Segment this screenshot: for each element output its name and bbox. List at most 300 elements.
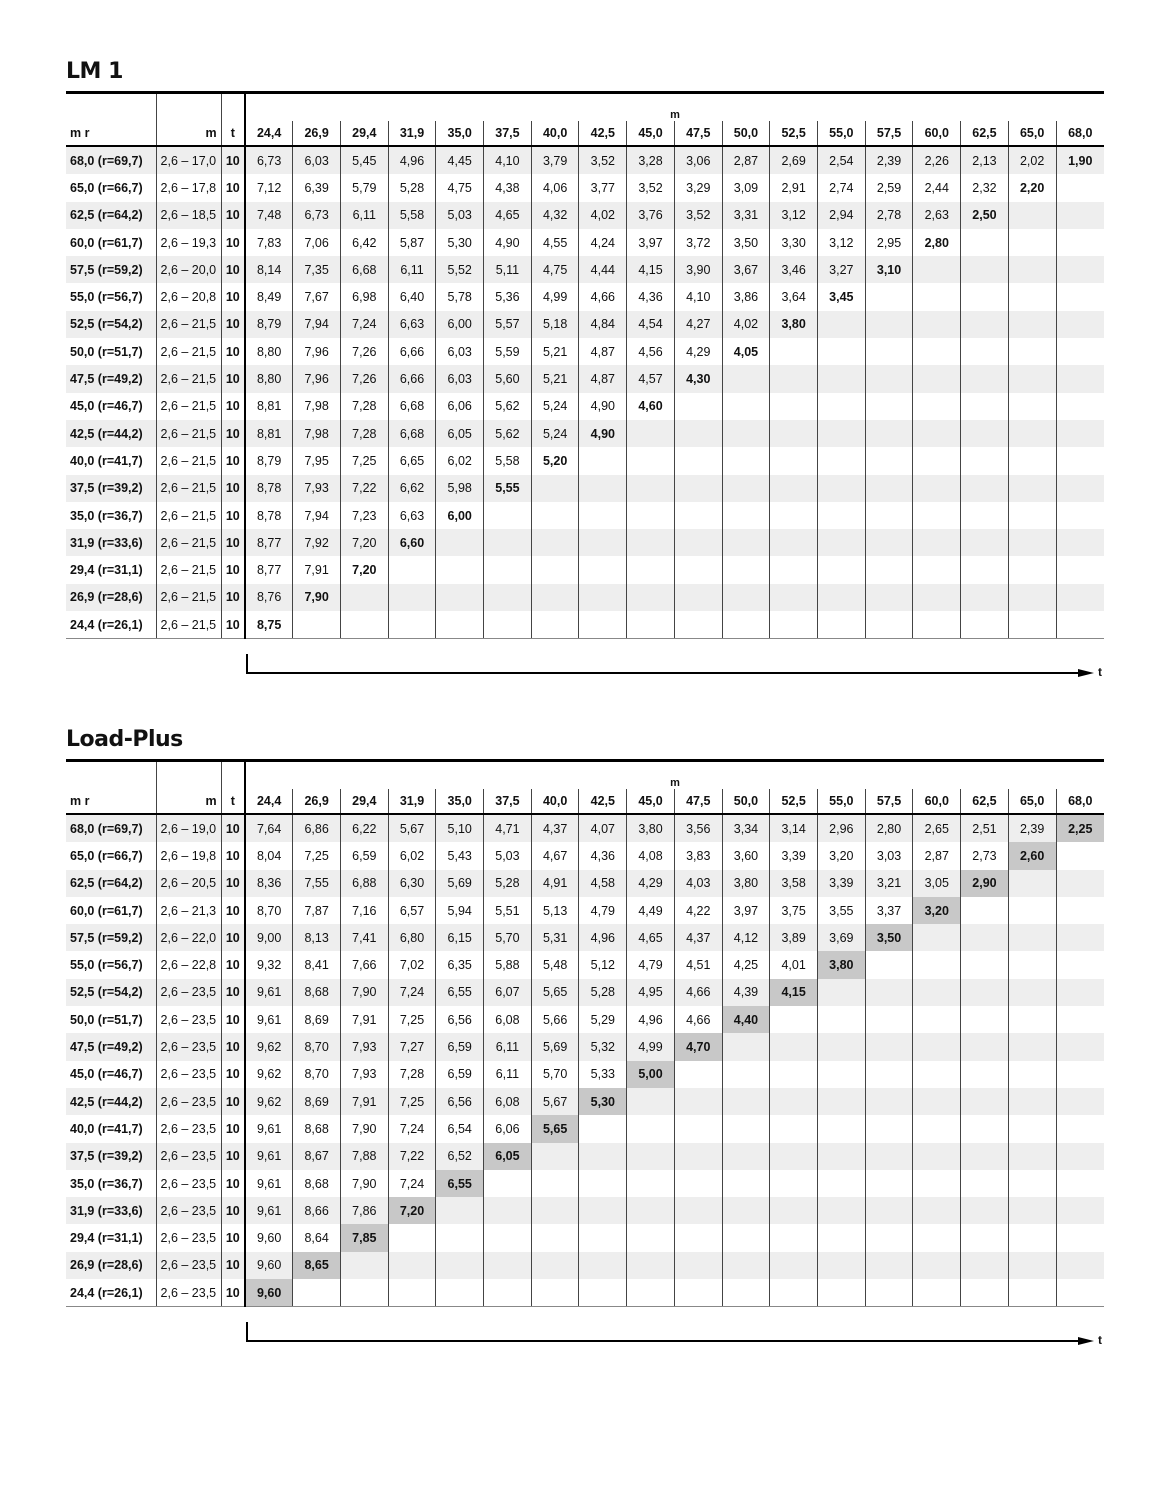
radius-range: 2,6 – 23,5 (156, 1279, 221, 1307)
empty-cell (865, 475, 913, 502)
load-cell: 5,94 (436, 897, 484, 924)
load-cell: 5,21 (531, 365, 579, 392)
empty-cell (579, 475, 627, 502)
empty-cell (818, 1252, 866, 1279)
empty-cell (961, 951, 1009, 978)
ton-value: 10 (221, 814, 245, 842)
empty-cell (865, 447, 913, 474)
load-cell: 5,79 (340, 174, 388, 201)
load-cell: 8,77 (245, 529, 293, 556)
load-cell: 7,25 (388, 1088, 436, 1115)
load-cell: 5,10 (436, 814, 484, 842)
load-cell: 8,67 (293, 1143, 341, 1170)
empty-cell (293, 611, 341, 639)
load-cell: 5,62 (484, 393, 532, 420)
load-cell: 4,27 (674, 311, 722, 338)
empty-cell (1056, 229, 1104, 256)
radius-range: 2,6 – 19,0 (156, 814, 221, 842)
load-cell: 5,62 (484, 420, 532, 447)
load-cell: 9,61 (245, 1170, 293, 1197)
empty-cell (1056, 338, 1104, 365)
load-cell: 7,25 (293, 842, 341, 869)
empty-cell (579, 502, 627, 529)
load-cell: 7,35 (293, 256, 341, 283)
empty-cell (770, 1252, 818, 1279)
empty-cell (1056, 584, 1104, 611)
radius-range: 2,6 – 17,8 (156, 174, 221, 201)
empty-cell (1056, 420, 1104, 447)
empty-cell (770, 338, 818, 365)
boom-length: 50,0 (r=51,7) (70, 1012, 143, 1027)
empty-cell (627, 1143, 675, 1170)
boom-length: 42,5 (r=44,2) (66, 1088, 156, 1115)
empty-cell (436, 1197, 484, 1224)
load-cell: 5,24 (531, 420, 579, 447)
empty-cell (1008, 1197, 1056, 1224)
column-header: 26,9 (293, 121, 341, 146)
empty-cell (961, 979, 1009, 1006)
column-header: 47,5 (674, 121, 722, 146)
empty-cell (818, 1115, 866, 1142)
empty-cell (1008, 311, 1056, 338)
empty-cell (961, 1006, 1009, 1033)
load-cell: 5,78 (436, 283, 484, 310)
boom-length: 65,0 (r=66,7) (70, 180, 143, 195)
load-cell: 2,87 (722, 146, 770, 174)
column-header: 55,0 (818, 789, 866, 814)
load-cell: 7,28 (388, 1061, 436, 1088)
tip-load-cell: 5,55 (484, 475, 532, 502)
load-cell: 7,90 (340, 979, 388, 1006)
empty-cell (865, 283, 913, 310)
empty-cell (674, 393, 722, 420)
load-cell: 6,88 (340, 870, 388, 897)
ton-value: 10 (221, 338, 245, 365)
empty-cell (818, 502, 866, 529)
blank-cell (66, 762, 156, 789)
t-axis-line (246, 1340, 1086, 1342)
column-header: 37,5 (484, 789, 532, 814)
arrow-right-icon (1078, 1337, 1094, 1345)
empty-cell (436, 1252, 484, 1279)
table-row (66, 1061, 1104, 1088)
empty-cell (1056, 870, 1104, 897)
table-row (66, 146, 1104, 174)
load-cell: 4,99 (627, 1033, 675, 1060)
column-header: 52,5 (770, 121, 818, 146)
load-cell: 3,90 (674, 256, 722, 283)
table-row (66, 283, 1104, 310)
radius-range: 2,6 – 21,5 (156, 393, 221, 420)
empty-cell (674, 420, 722, 447)
load-cell: 6,56 (436, 1088, 484, 1115)
load-cell: 2,74 (818, 174, 866, 201)
empty-cell (531, 611, 579, 639)
load-cell: 5,67 (531, 1088, 579, 1115)
empty-cell (531, 556, 579, 583)
empty-cell (293, 1279, 341, 1307)
empty-cell (674, 1143, 722, 1170)
load-cell: 4,03 (674, 870, 722, 897)
empty-cell (674, 1061, 722, 1088)
empty-cell (961, 1279, 1009, 1307)
load-cell: 9,00 (245, 924, 293, 951)
load-cell: 6,73 (245, 146, 293, 174)
load-cell: 7,24 (388, 1170, 436, 1197)
empty-cell (484, 1279, 532, 1307)
load-cell: 6,62 (388, 475, 436, 502)
load-cell: 3,30 (770, 229, 818, 256)
empty-cell (961, 897, 1009, 924)
load-cell: 8,66 (293, 1197, 341, 1224)
empty-cell (913, 283, 961, 310)
ton-value: 10 (221, 870, 245, 897)
empty-cell (579, 611, 627, 639)
empty-cell (865, 584, 913, 611)
load-cell: 6,15 (436, 924, 484, 951)
empty-cell (627, 611, 675, 639)
load-cell: 2,73 (961, 842, 1009, 869)
load-cell: 6,05 (436, 420, 484, 447)
empty-cell (913, 529, 961, 556)
load-cell: 7,27 (388, 1033, 436, 1060)
radius-range: 2,6 – 20,8 (156, 283, 221, 310)
empty-cell (818, 420, 866, 447)
table-row (66, 1006, 1104, 1033)
empty-cell (1056, 1006, 1104, 1033)
load-cell: 5,03 (436, 202, 484, 229)
empty-cell (961, 475, 1009, 502)
empty-cell (531, 1252, 579, 1279)
tip-load-cell: 6,00 (436, 502, 484, 529)
empty-cell (770, 556, 818, 583)
empty-cell (961, 502, 1009, 529)
empty-cell (961, 584, 1009, 611)
load-cell: 4,12 (722, 924, 770, 951)
empty-cell (1056, 951, 1104, 978)
column-header: 26,9 (293, 789, 341, 814)
load-cell: 6,63 (388, 311, 436, 338)
load-cell: 2,54 (818, 146, 866, 174)
load-cell: 6,03 (293, 146, 341, 174)
radius-range: 2,6 – 17,0 (156, 146, 221, 174)
radius-range: 2,6 – 23,5 (156, 1170, 221, 1197)
empty-cell (1056, 611, 1104, 639)
unit-row (66, 762, 1104, 789)
empty-cell (531, 584, 579, 611)
load-cell: 7,28 (340, 393, 388, 420)
column-header: 50,0 (722, 121, 770, 146)
load-cell: 5,67 (388, 814, 436, 842)
column-header: 45,0 (627, 789, 675, 814)
boom-length: 31,9 (r=33,6) (66, 1197, 156, 1224)
load-cell: 7,91 (340, 1088, 388, 1115)
empty-cell (484, 1252, 532, 1279)
empty-cell (579, 447, 627, 474)
empty-cell (818, 475, 866, 502)
empty-cell (1008, 1006, 1056, 1033)
boom-length: 24,4 (r=26,1) (66, 1279, 156, 1307)
radius-range: 2,6 – 19,3 (156, 229, 221, 256)
boom-length: 47,5 (r=49,2) (66, 1033, 156, 1060)
empty-cell (627, 475, 675, 502)
load-cell: 4,08 (627, 842, 675, 869)
load-cell: 7,12 (245, 174, 293, 201)
tip-load-cell: 7,20 (340, 556, 388, 583)
load-cell: 4,56 (627, 338, 675, 365)
table-row (66, 365, 1104, 392)
empty-cell (674, 611, 722, 639)
empty-cell (579, 1197, 627, 1224)
empty-cell (531, 1197, 579, 1224)
boom-length: 55,0 (r=56,7) (70, 290, 143, 305)
empty-cell (961, 611, 1009, 639)
ton-value: 10 (221, 447, 245, 474)
empty-cell (913, 1033, 961, 1060)
empty-cell (579, 584, 627, 611)
header-range: m (156, 789, 221, 814)
radius-range: 2,6 – 21,5 (156, 611, 221, 639)
empty-cell (722, 365, 770, 392)
empty-cell (531, 529, 579, 556)
load-cell: 6,59 (436, 1033, 484, 1060)
load-cell: 5,32 (579, 1033, 627, 1060)
empty-cell (579, 1224, 627, 1251)
empty-cell (1008, 1143, 1056, 1170)
boom-length: 55,0 (r=56,7) (70, 958, 143, 973)
tip-load-cell: 1,90 (1056, 146, 1104, 174)
load-cell: 7,24 (340, 311, 388, 338)
ton-value: 10 (221, 611, 245, 639)
load-cell: 7,96 (293, 338, 341, 365)
empty-cell (1008, 475, 1056, 502)
tip-load-cell: 4,40 (722, 1006, 770, 1033)
empty-cell (1056, 447, 1104, 474)
empty-cell (722, 584, 770, 611)
tip-load-cell: 4,15 (770, 979, 818, 1006)
radius-range: 2,6 – 22,0 (156, 924, 221, 951)
empty-cell (770, 420, 818, 447)
table-row (66, 979, 1104, 1006)
column-header: 62,5 (961, 121, 1009, 146)
load-cell: 9,62 (245, 1033, 293, 1060)
empty-cell (913, 556, 961, 583)
tip-load-cell: 5,00 (627, 1061, 675, 1088)
empty-cell (913, 447, 961, 474)
boom-length: 35,0 (r=36,7) (70, 508, 143, 523)
empty-cell (579, 1252, 627, 1279)
tip-load-cell: 3,80 (818, 951, 866, 978)
empty-cell (770, 393, 818, 420)
ton-value: 10 (221, 202, 245, 229)
load-cell: 9,61 (245, 1006, 293, 1033)
empty-cell (674, 1170, 722, 1197)
load-cell: 7,94 (293, 311, 341, 338)
empty-cell (388, 1252, 436, 1279)
empty-cell (865, 979, 913, 1006)
load-cell: 7,25 (388, 1006, 436, 1033)
load-cell: 7,64 (245, 814, 293, 842)
empty-cell (818, 365, 866, 392)
empty-cell (1056, 556, 1104, 583)
boom-length: 62,5 (r=64,2) (66, 870, 156, 897)
empty-cell (913, 1061, 961, 1088)
section-title: Load-Plus (66, 727, 183, 752)
empty-cell (770, 1006, 818, 1033)
load-cell: 4,91 (531, 870, 579, 897)
boom-length: 45,0 (r=46,7) (70, 1067, 143, 1082)
empty-cell (770, 584, 818, 611)
load-cell: 9,60 (245, 1224, 293, 1251)
load-cell: 3,75 (770, 897, 818, 924)
empty-cell (865, 365, 913, 392)
empty-cell (818, 1197, 866, 1224)
load-cell: 4,96 (388, 146, 436, 174)
load-cell: 7,92 (293, 529, 341, 556)
t-axis-label: t (1098, 665, 1102, 679)
empty-cell (913, 475, 961, 502)
load-cell: 5,13 (531, 897, 579, 924)
ton-value: 10 (221, 256, 245, 283)
column-header: 60,0 (913, 789, 961, 814)
empty-cell (818, 1143, 866, 1170)
ton-value: 10 (221, 283, 245, 310)
empty-cell (674, 1088, 722, 1115)
empty-cell (818, 1088, 866, 1115)
load-cell: 7,16 (340, 897, 388, 924)
empty-cell (1008, 611, 1056, 639)
empty-cell (818, 1006, 866, 1033)
empty-cell (1056, 529, 1104, 556)
empty-cell (1008, 529, 1056, 556)
load-cell: 2,94 (818, 202, 866, 229)
empty-cell (913, 1279, 961, 1307)
empty-cell (913, 1006, 961, 1033)
empty-cell (865, 1197, 913, 1224)
empty-cell (1056, 1170, 1104, 1197)
load-cell: 7,87 (293, 897, 341, 924)
empty-cell (818, 1170, 866, 1197)
empty-cell (722, 611, 770, 639)
load-cell: 4,24 (579, 229, 627, 256)
radius-range: 2,6 – 23,5 (156, 1115, 221, 1142)
table-row (66, 1033, 1104, 1060)
load-cell: 4,22 (674, 897, 722, 924)
load-cell: 7,93 (340, 1033, 388, 1060)
empty-cell (1056, 1143, 1104, 1170)
load-cell: 4,07 (579, 814, 627, 842)
load-cell: 9,62 (245, 1061, 293, 1088)
load-cell: 7,26 (340, 338, 388, 365)
empty-cell (1008, 870, 1056, 897)
empty-cell (722, 1279, 770, 1307)
empty-cell (627, 502, 675, 529)
load-cell: 3,39 (818, 870, 866, 897)
table-row (66, 814, 1104, 842)
empty-cell (1008, 1033, 1056, 1060)
empty-cell (627, 556, 675, 583)
empty-cell (722, 475, 770, 502)
radius-range: 2,6 – 20,0 (156, 256, 221, 283)
table-row (66, 584, 1104, 611)
load-cell: 2,80 (865, 814, 913, 842)
empty-cell (865, 1279, 913, 1307)
empty-cell (865, 1252, 913, 1279)
load-cell: 6,02 (388, 842, 436, 869)
load-cell: 3,86 (722, 283, 770, 310)
load-cell: 3,20 (818, 842, 866, 869)
load-cell: 5,28 (388, 174, 436, 201)
load-cell: 3,58 (770, 870, 818, 897)
tip-load-cell: 4,30 (674, 365, 722, 392)
boom-length: 68,0 (r=69,7) (66, 814, 156, 842)
tip-load-cell: 6,60 (388, 529, 436, 556)
tip-load-cell: 2,90 (961, 870, 1009, 897)
empty-cell (818, 556, 866, 583)
radius-range: 2,6 – 21,5 (156, 502, 221, 529)
load-cell: 6,22 (340, 814, 388, 842)
empty-cell (818, 338, 866, 365)
empty-cell (1008, 1115, 1056, 1142)
load-cell: 5,03 (484, 842, 532, 869)
empty-cell (1008, 556, 1056, 583)
load-cell: 4,96 (579, 924, 627, 951)
load-cell: 3,05 (913, 870, 961, 897)
header-row (66, 121, 1104, 146)
empty-cell (1056, 502, 1104, 529)
empty-cell (674, 447, 722, 474)
load-cell: 3,21 (865, 870, 913, 897)
blank-cell (156, 762, 221, 789)
load-cell: 2,39 (1008, 814, 1056, 842)
ton-value: 10 (221, 420, 245, 447)
tip-load-cell: 3,10 (865, 256, 913, 283)
empty-cell (674, 1197, 722, 1224)
table-row (66, 393, 1104, 420)
ton-value: 10 (221, 924, 245, 951)
load-cell: 6,30 (388, 870, 436, 897)
empty-cell (674, 584, 722, 611)
load-cell: 5,28 (579, 979, 627, 1006)
empty-cell (1056, 475, 1104, 502)
load-cell: 4,01 (770, 951, 818, 978)
tip-load-cell: 2,50 (961, 202, 1009, 229)
load-cell: 3,29 (674, 174, 722, 201)
empty-cell (1056, 1033, 1104, 1060)
table-row (66, 475, 1104, 502)
load-cell: 6,39 (293, 174, 341, 201)
ton-value: 10 (221, 842, 245, 869)
empty-cell (627, 1170, 675, 1197)
load-cell: 4,96 (627, 1006, 675, 1033)
load-cell: 3,64 (770, 283, 818, 310)
tip-load-cell: 7,85 (340, 1224, 388, 1251)
empty-cell (484, 556, 532, 583)
load-cell: 4,49 (627, 897, 675, 924)
table-row (66, 229, 1104, 256)
tip-load-cell: 4,90 (579, 420, 627, 447)
load-cell: 2,63 (913, 202, 961, 229)
load-cell: 4,54 (627, 311, 675, 338)
empty-cell (913, 951, 961, 978)
boom-length: 50,0 (r=51,7) (70, 344, 143, 359)
boom-length: 68,0 (r=69,7) (66, 146, 156, 174)
load-cell: 4,66 (674, 1006, 722, 1033)
load-cell: 9,62 (245, 1088, 293, 1115)
tip-load-cell: 2,25 (1056, 814, 1104, 842)
empty-cell (1056, 1115, 1104, 1142)
boom-length: 42,5 (r=44,2) (66, 420, 156, 447)
